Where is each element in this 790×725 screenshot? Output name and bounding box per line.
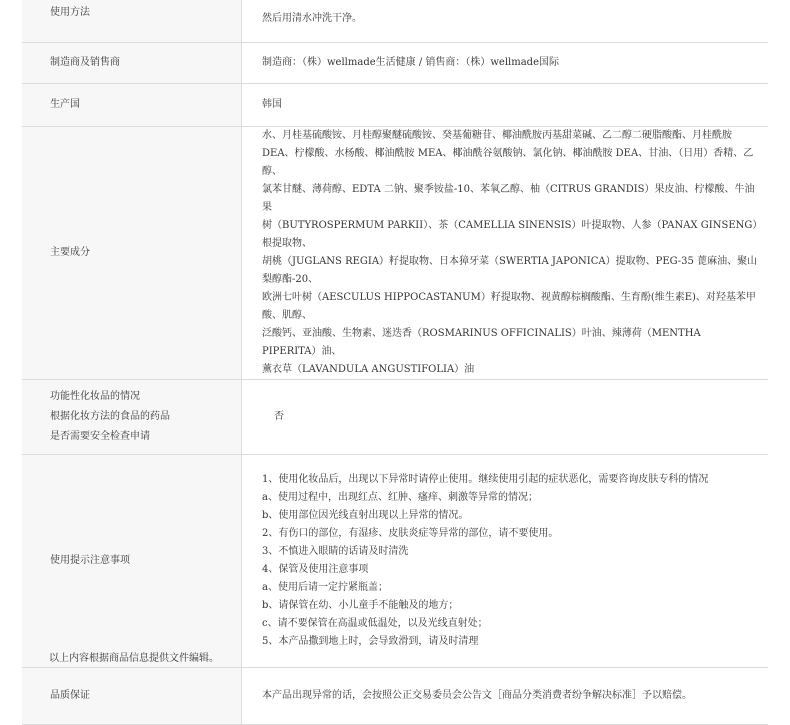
row-value-quality-guarantee: 本产品出现异常的话，会按照公正交易委员会公告文［商品分类消费者纷争解决标准］予以赔偿。 — [242, 667, 769, 724]
row-label-ingredients: 主要成分 — [22, 126, 242, 379]
table-row — [22, 379, 768, 454]
row-label-origin: 生产国 — [22, 83, 242, 126]
ingredients-line: 树（BUTYROSPERMUM PARKII）、茶（CAMELLIA SINENSIS）叶提取物、人参（PANAX GINSENG）根提取物、 — [262, 219, 758, 249]
ingredients-line: 薰衣草（LAVANDULA ANGUSTIFOLIA）油 — [262, 363, 475, 375]
precaution-line: 5、本产品撒到地上时，会导致滑到，请及时清理 — [262, 635, 479, 647]
precaution-line: 1、使用化妆品后，出现以下异常时请停止使用。继续使用引起的症状恶化，需要咨询皮肤专科的情况 — [262, 473, 709, 485]
precaution-line: c、请不要保管在高温或低温处，以及光线直射处； — [262, 617, 488, 629]
precaution-line: b、请保管在幼、小儿童手不能触及的地方； — [262, 599, 459, 611]
precaution-line: b、使用部位因光线直射出现以上异常的情况。 — [262, 509, 469, 521]
ingredients-line: 氯苯甘醚、薄荷醇、EDTA 二钠、聚季铵盐-10、苯氧乙醇、柚（CITRUS GRANDIS）果皮油、柠檬酸、牛油果 — [262, 183, 755, 213]
row-value-usage — [242, 0, 769, 42]
functional-label-line: 根据化妆方法的食品的药品 — [50, 410, 170, 422]
row-label-manufacturer: 制造商及销售商 — [22, 42, 242, 83]
row-value-origin: 韩国 — [242, 83, 769, 126]
row-value-ingredients — [242, 126, 769, 379]
table-row — [22, 126, 768, 379]
ingredients-line: 水、月桂基硫酸铵、月桂醇聚醚硫酸铵、癸基葡糖苷、椰油酰胺丙基甜菜碱、乙二醇二硬脂酸酯、月桂酰胺 — [262, 129, 732, 141]
table-row — [22, 42, 768, 83]
precaution-line: 3、不慎进入眼睛的话请及时清洗 — [262, 545, 409, 557]
footer-note: 以上内容根据商品信息提供文件编辑。 — [49, 653, 219, 664]
table-row — [22, 454, 768, 667]
precaution-line: 4、保管及使用注意事项 — [262, 563, 369, 575]
table-row — [22, 667, 768, 724]
row-value-manufacturer: 制造商：（株）wellmade生活健康 / 销售商：（株）wellmade国际 — [242, 42, 769, 83]
functional-label-line: 功能性化妆品的情况 — [50, 390, 140, 402]
row-label-functional-cosmetics — [22, 379, 242, 454]
table-row — [22, 0, 768, 42]
usage-line-2: 然后用清水冲洗干净。 — [262, 13, 362, 24]
ingredients-line: 欧洲七叶树（AESCULUS HIPPOCASTANUM）籽提取物、视黄醇棕榈酸酯、生育酚(维生素E)、对羟基苯甲酸、肌醇、 — [262, 291, 756, 321]
product-info-table — [22, 0, 768, 725]
usage-line-1 — [262, 0, 758, 10]
row-label-usage: 使用方法 — [22, 0, 242, 42]
row-value-precautions — [242, 454, 769, 667]
row-label-precautions: 使用提示注意事项 — [22, 454, 242, 667]
ingredients-line: 泛酸钙、亚油酸、生物素、迷迭香（ROSMARINUS OFFICINALIS）叶油、辣薄荷（MENTHA PIPERITA）油、 — [262, 327, 701, 357]
row-label-quality-guarantee: 品质保证 — [22, 667, 242, 724]
functional-label-line: 是否需要安全检查申请 — [50, 430, 150, 442]
table-row — [22, 83, 768, 126]
ingredients-line: DEA、柠檬酸、水杨酸、椰油酰胺 MEA、椰油酰谷氨酸钠、氯化钠、椰油酰胺 DEA、甘油、（日用）香精、乙醇、 — [262, 147, 754, 177]
ingredients-line: 胡桃（JUGLANS REGIA）籽提取物、日本獐牙菜（SWERTIA JAPONICA）提取物、PEG-35 蓖麻油、聚山梨醇酯-20、 — [262, 255, 758, 285]
precaution-line: a、使用过程中，出现红点、红肿、瘙痒、刺激等异常的情况； — [262, 491, 538, 503]
precaution-line: 2、有伤口的部位，有湿疹、皮肤炎症等异常的部位，请不要使用。 — [262, 527, 559, 539]
precaution-line: a、使用后请一定拧紧瓶盖； — [262, 581, 388, 593]
row-value-functional-cosmetics: 否 — [242, 379, 769, 454]
